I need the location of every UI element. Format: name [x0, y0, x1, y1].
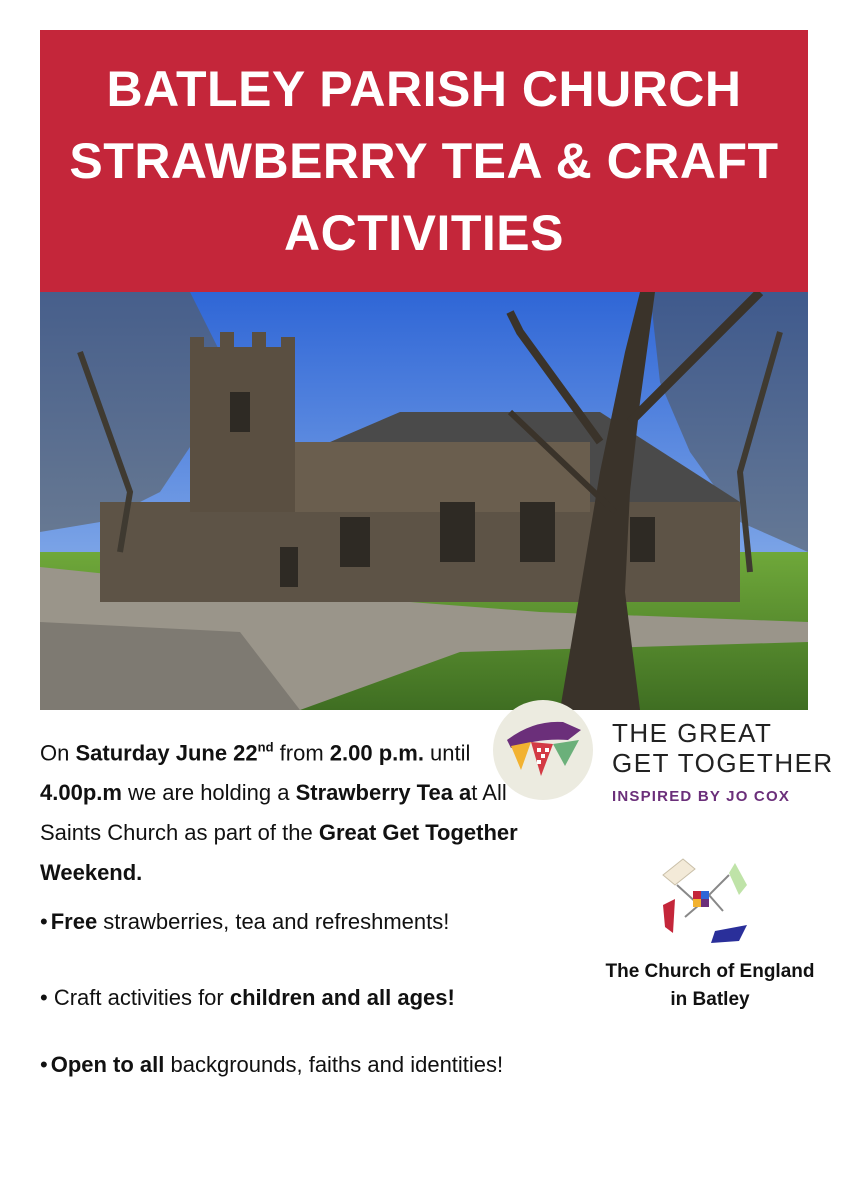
- gg-title-line-2: GET TOGETHER: [612, 748, 834, 778]
- bullet-crafts: [40, 983, 455, 1013]
- bullet-text: Craft activities for: [47, 985, 230, 1010]
- intro-text-2: from: [273, 740, 330, 766]
- end-time: 4.00p.m: [40, 780, 122, 806]
- bullet-marker: •: [40, 909, 48, 934]
- intro-text-5: t All Saints Church as part of the: [40, 780, 507, 846]
- title-line-3: ACTIVITIES: [283, 205, 565, 261]
- church-of-england-name: [570, 958, 848, 1014]
- bullet-text: strawberries, tea and refreshments!: [97, 909, 450, 934]
- bullet-free: [40, 907, 449, 937]
- church-photo: [40, 292, 808, 710]
- gg-title-line-1: THE GREAT: [612, 718, 773, 748]
- great-get-together-logo: [493, 700, 593, 800]
- bullet-bold: Open to all: [50, 1052, 165, 1077]
- event-date: Saturday June 22: [75, 740, 258, 766]
- coe-line-2: in Batley: [670, 989, 750, 1010]
- bullet-bold: Free: [50, 909, 98, 934]
- bullet-bold: children and all ages!: [229, 985, 455, 1010]
- bullet-text: backgrounds, faiths and identities!: [164, 1052, 504, 1077]
- intro-text-3: until: [423, 740, 471, 766]
- intro-text-4: we are holding a: [121, 780, 296, 806]
- event-name: Strawberry Tea a: [295, 780, 472, 806]
- title-banner: [40, 30, 808, 292]
- title-line-2: STRAWBERRY TEA & CRAFT: [69, 133, 779, 189]
- bullet-marker: •: [40, 985, 48, 1010]
- date-suffix: nd: [257, 740, 274, 755]
- church-of-england-logo: [655, 855, 755, 945]
- bullet-open: [40, 1050, 503, 1080]
- intro-text-1: On: [40, 740, 76, 766]
- bullet-marker: •: [40, 1052, 48, 1077]
- great-get-together-title: [612, 718, 834, 778]
- coe-line-1: The Church of England: [605, 961, 815, 982]
- title-line-1: BATLEY PARISH CHURCH: [106, 61, 742, 117]
- start-time: 2.00 p.m.: [329, 740, 424, 766]
- intro-paragraph: [40, 728, 520, 893]
- great-get-together-subtitle: INSPIRED BY JO COX: [612, 788, 791, 805]
- weekend-name: Great Get Together Weekend.: [40, 820, 518, 886]
